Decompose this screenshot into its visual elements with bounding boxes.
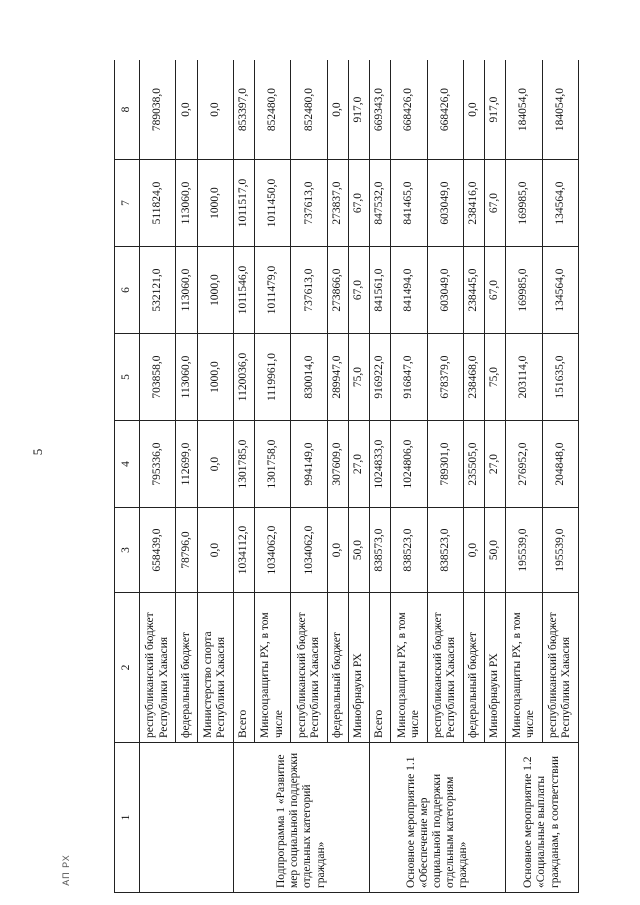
value-cell: 0,0 [176,60,197,160]
value-cell: 841465,0 [391,160,427,247]
value-cell: 853397,0 [233,60,254,160]
value-cell: 841494,0 [391,247,427,334]
value-cell: 852480,0 [255,60,291,160]
column-header: 1 [115,743,140,893]
value-cell: 917,0 [348,60,369,160]
value-cell: 678379,0 [427,334,463,421]
value-cell: 50,0 [485,508,506,593]
value-cell: 113060,0 [176,160,197,247]
value-cell: 195539,0 [542,508,579,593]
value-cell: 307609,0 [327,421,348,508]
value-cell: 668426,0 [391,60,427,160]
value-cell: 511824,0 [140,160,176,247]
value-cell: 184054,0 [542,60,579,160]
value-cell: 1000,0 [197,160,233,247]
page-number: 5 [30,448,45,456]
value-cell: 0,0 [197,60,233,160]
value-cell: 0,0 [327,508,348,593]
budget-table-rotated [114,60,579,893]
value-cell: 847532,0 [370,160,391,247]
value-cell: 78796,0 [176,508,197,593]
column-header: 3 [115,508,140,593]
funding-source-cell: Всего [233,593,254,743]
value-cell: 1024806,0 [391,421,427,508]
funding-source-cell: республиканский бюджет Республики Хакасия [427,593,463,743]
table-body [140,60,579,893]
value-cell: 0,0 [463,508,484,593]
value-cell: 1301758,0 [255,421,291,508]
value-cell: 603049,0 [427,247,463,334]
value-cell: 795336,0 [140,421,176,508]
value-cell: 532121,0 [140,247,176,334]
value-cell: 0,0 [463,60,484,160]
header-row [115,60,140,893]
value-cell: 0,0 [327,60,348,160]
value-cell: 1000,0 [197,247,233,334]
value-cell: 852480,0 [291,60,327,160]
value-cell: 67,0 [485,247,506,334]
value-cell: 1011450,0 [255,160,291,247]
value-cell: 1011517,0 [233,160,254,247]
funding-source-cell: Минобрнауки РХ [348,593,369,743]
value-cell: 289947,0 [327,334,348,421]
funding-source-cell: республиканский бюджет Республики Хакасия [291,593,327,743]
value-cell: 1034062,0 [291,508,327,593]
value-cell: 916922,0 [370,334,391,421]
value-cell: 203114,0 [506,334,542,421]
value-cell: 0,0 [197,508,233,593]
value-cell: 151635,0 [542,334,579,421]
archive-stamp: АП РХ [61,854,71,886]
value-cell: 75,0 [485,334,506,421]
value-cell: 0,0 [197,421,233,508]
value-cell: 669343,0 [370,60,391,160]
value-cell: 112699,0 [176,421,197,508]
column-header: 2 [115,593,140,743]
value-cell: 67,0 [348,247,369,334]
value-cell: 838523,0 [427,508,463,593]
table-row [233,60,254,893]
value-cell: 668426,0 [427,60,463,160]
value-cell: 916847,0 [391,334,427,421]
value-cell: 838573,0 [370,508,391,593]
funding-source-cell: Минсоцзащиты РХ, в том числе [391,593,427,743]
value-cell: 27,0 [485,421,506,508]
value-cell: 113060,0 [176,247,197,334]
value-cell: 184054,0 [506,60,542,160]
value-cell: 276952,0 [506,421,542,508]
value-cell: 75,0 [348,334,369,421]
value-cell: 1120036,0 [233,334,254,421]
funding-source-cell: Минсоцзащиты РХ, в том числе [506,593,542,743]
value-cell: 1034062,0 [255,508,291,593]
program-name-cell: Основное мероприятие 1.2 «Социальные выплаты гражданам, в соответствии [506,743,579,893]
funding-source-cell: республиканский бюджет Республики Хакасия [140,593,176,743]
program-name-cell: Подпрограмма 1 «Развитие мер социальной поддержки отдельных категорий граждан» [233,743,369,893]
value-cell: 134564,0 [542,160,579,247]
value-cell: 169985,0 [506,247,542,334]
program-name-cell [140,743,234,893]
value-cell: 238445,0 [463,247,484,334]
value-cell: 1011546,0 [233,247,254,334]
value-cell: 1024833,0 [370,421,391,508]
value-cell: 1034112,0 [233,508,254,593]
value-cell: 1011479,0 [255,247,291,334]
value-cell: 134564,0 [542,247,579,334]
funding-source-cell: федеральный бюджет [176,593,197,743]
column-header: 7 [115,160,140,247]
table-row [370,60,391,893]
value-cell: 273866,0 [327,247,348,334]
budget-table [114,60,579,893]
value-cell: 204848,0 [542,421,579,508]
table-row [506,60,542,893]
program-name-cell: Основное мероприятие 1.1 «Обеспечение мер социальной поддержки отдельным категориям граждан» [370,743,506,893]
value-cell: 658439,0 [140,508,176,593]
value-cell: 830014,0 [291,334,327,421]
value-cell: 917,0 [485,60,506,160]
value-cell: 273837,0 [327,160,348,247]
funding-source-cell: республиканский бюджет Республики Хакасия [542,593,579,743]
value-cell: 1119961,0 [255,334,291,421]
value-cell: 169985,0 [506,160,542,247]
value-cell: 789038,0 [140,60,176,160]
value-cell: 50,0 [348,508,369,593]
value-cell: 603049,0 [427,160,463,247]
value-cell: 737613,0 [291,247,327,334]
value-cell: 238468,0 [463,334,484,421]
value-cell: 67,0 [485,160,506,247]
value-cell: 1301785,0 [233,421,254,508]
funding-source-cell: Минсоцзащиты РХ, в том числе [255,593,291,743]
value-cell: 27,0 [348,421,369,508]
value-cell: 789301,0 [427,421,463,508]
value-cell: 703858,0 [140,334,176,421]
value-cell: 737613,0 [291,160,327,247]
table-row [140,60,176,893]
funding-source-cell: Министерство спорта Республики Хакасия [197,593,233,743]
funding-source-cell: Всего [370,593,391,743]
funding-source-cell: федеральный бюджет [463,593,484,743]
value-cell: 113060,0 [176,334,197,421]
column-header: 6 [115,247,140,334]
value-cell: 67,0 [348,160,369,247]
column-header: 4 [115,421,140,508]
funding-source-cell: Минобрнауки РХ [485,593,506,743]
value-cell: 195539,0 [506,508,542,593]
value-cell: 838523,0 [391,508,427,593]
funding-source-cell: федеральный бюджет [327,593,348,743]
value-cell: 994149,0 [291,421,327,508]
column-header: 8 [115,60,140,160]
column-header: 5 [115,334,140,421]
value-cell: 841561,0 [370,247,391,334]
value-cell: 238416,0 [463,160,484,247]
budget-table-wrap [114,60,579,893]
value-cell: 1000,0 [197,334,233,421]
value-cell: 235505,0 [463,421,484,508]
